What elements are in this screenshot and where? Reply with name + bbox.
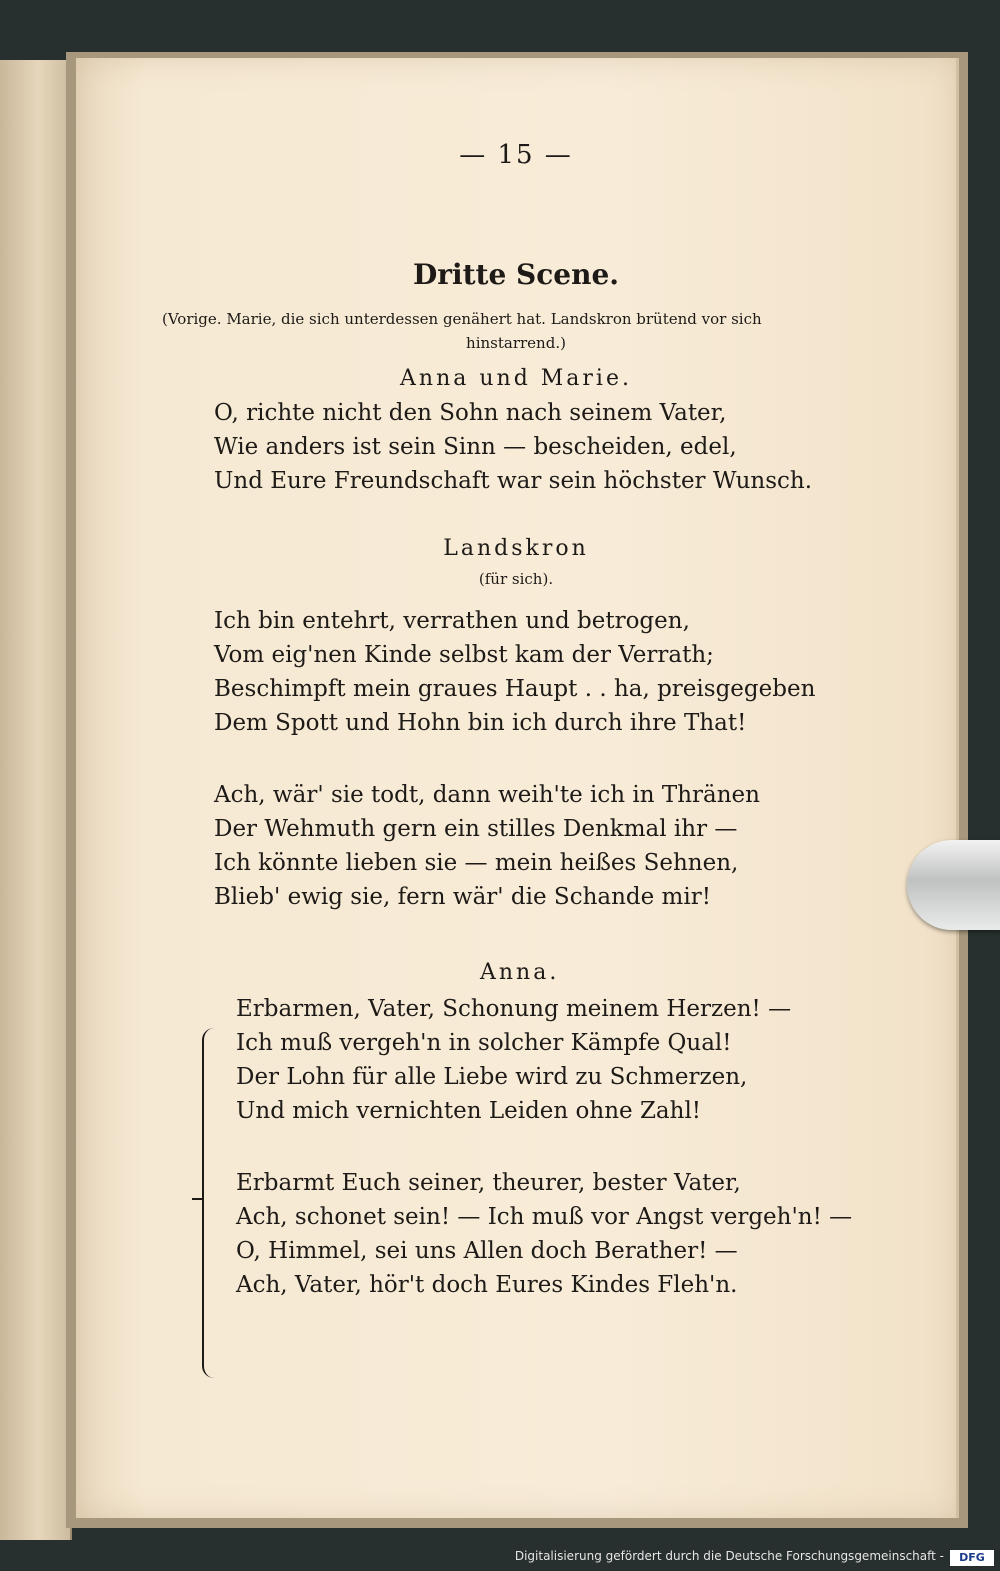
speaker-landskron: Landskron [443,536,589,561]
verse-line: Ich bin entehrt, verrathen und betrogen, [214,608,690,634]
verse-line: Beschimpft mein graues Haupt . . ha, preisgegeben [214,676,816,702]
digitization-credit: Digitalisierung gefördert durch die Deutsche Forschungsgemeinschaft - [514,1549,944,1563]
verse-line: Ich muß vergeh'n in solcher Kämpfe Qual! [236,1030,732,1056]
verse-line: Ach, wär' sie todt, dann weih'te ich in Thränen [214,782,760,808]
verse-line: Vom eig'nen Kinde selbst kam der Verrath; [214,642,714,668]
verse-line: Erbarmen, Vater, Schonung meinem Herzen! — [236,996,792,1022]
verse-brace [202,1028,218,1378]
verse-line: Und mich vernichten Leiden ohne Zahl! [236,1098,702,1124]
stage-direction-line-2: hinstarrend.) [466,334,566,352]
aside-note: (für sich). [478,570,554,588]
verse-line: Der Lohn für alle Liebe wird zu Schmerzen, [236,1064,748,1090]
scene-title: Dritte Scene. [412,258,620,291]
verse-brace-tip [192,1198,204,1200]
stage-direction-line-1: (Vorige. Marie, die sich unterdessen genähert hat. Landskron brütend vor sich [162,310,762,328]
dfg-logo: DFG [950,1550,994,1566]
verse-line: Dem Spott und Hohn bin ich durch ihre That! [214,710,747,736]
verse-line: Ach, schonet sein! — Ich muß vor Angst vergeh'n! — [236,1204,853,1230]
page-clip [907,840,1000,930]
verse-line: Der Wehmuth gern ein stilles Denkmal ihr — [214,816,738,842]
verse-line: O, Himmel, sei uns Allen doch Berather! — [236,1238,738,1264]
verse-line: Wie anders ist sein Sinn — bescheiden, edel, [214,434,737,460]
speaker-anna-marie: Anna und Marie. [400,366,632,391]
verse-line: Ich könnte lieben sie — mein heißes Sehnen, [214,850,739,876]
verse-line: O, richte nicht den Sohn nach seinem Vater, [214,400,727,426]
verse-line: Und Eure Freundschaft war sein höchster Wunsch. [214,468,812,494]
verse-line: Erbarmt Euch seiner, theurer, bester Vater, [236,1170,741,1196]
previous-page-edge [0,60,72,1540]
page-number: — 15 — [459,140,573,170]
verse-line: Blieb' ewig sie, fern wär' die Schande mir! [214,884,711,910]
verse-line: Ach, Vater, hör't doch Eures Kindes Fleh'n. [236,1272,738,1298]
speaker-anna: Anna. [480,960,560,985]
book-page [76,58,959,1518]
